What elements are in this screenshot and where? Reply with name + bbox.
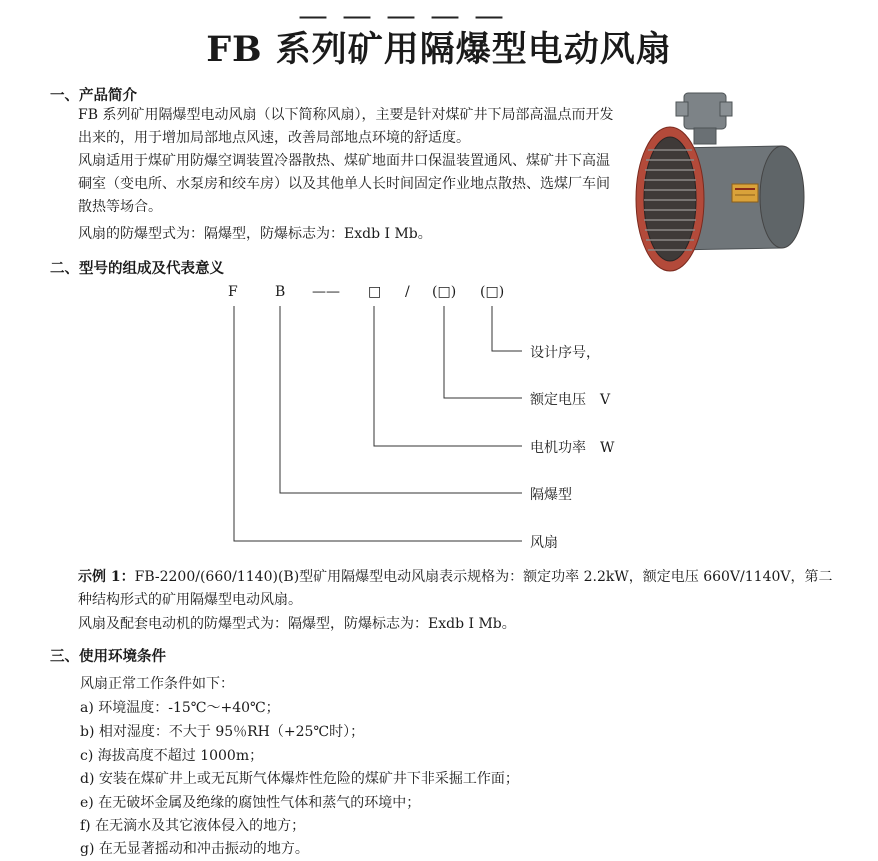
label-rated-voltage: 额定电压 V <box>530 392 611 408</box>
code-letter-f: F <box>228 284 238 300</box>
env-item: g) 在无显著摇动和冲击振动的地方。 <box>80 841 309 857</box>
page-title: FB 系列矿用隔爆型电动风扇 <box>206 29 672 70</box>
env-item: f) 在无滴水及其它液体侵入的地方； <box>80 818 306 834</box>
cropped-header-text: ＿＿＿＿＿ <box>300 0 521 22</box>
line-voltage <box>444 306 522 398</box>
label-design-number: 设计序号， <box>530 345 600 361</box>
env-intro: 风扇正常工作条件如下： <box>80 676 234 692</box>
code-design-box: (□) <box>480 284 505 300</box>
env-item: a) 环境温度：-15℃～+40℃； <box>80 700 280 716</box>
label-explosion-proof: 隔爆型 <box>530 487 572 503</box>
line-power <box>374 306 522 446</box>
section-heading-intro: 一、产品简介 <box>50 88 137 104</box>
env-item: c) 海拔高度不超过 1000m； <box>80 748 264 764</box>
label-fan: 风扇 <box>530 535 558 551</box>
intro-paragraph-3: 风扇的防爆型式为：隔爆型，防爆标志为：Exdb I Mb。 <box>78 226 432 242</box>
code-voltage-box: (□) <box>432 284 457 300</box>
example-prefix: 示例 1： <box>78 569 135 585</box>
intro-paragraph-2: 风扇适用于煤矿用防爆空调装置冷器散热、煤矿地面井口保温装置通风、煤矿井下高温硐室（变电所、水泵房和绞车房）以及其他单人长时间固定作业地点散热、选煤厂车间散热等场合。 <box>78 153 610 215</box>
code-letter-b: B <box>275 284 286 300</box>
env-item: d) 安装在煤矿井上或无瓦斯气体爆炸性危险的煤矿井下非采掘工作面； <box>80 771 519 787</box>
intro-paragraph-1: FB 系列矿用隔爆型电动风扇（以下简称风扇），主要是针对煤矿井下局部高温点而开发出来的，用于增加局部地点风速，改善局部地点环境的舒适度。 <box>78 107 614 146</box>
line-explosion <box>280 306 522 493</box>
code-power-box: □ <box>368 284 382 300</box>
example-paragraph <box>50 566 840 612</box>
env-item: b) 相对湿度：不大于 95％RH（+25℃时）； <box>80 724 365 740</box>
line-fan <box>234 306 522 541</box>
line-design <box>492 306 522 351</box>
code-dash: —— <box>312 284 340 300</box>
label-motor-power: 电机功率 W <box>530 440 615 456</box>
example-note: 风扇及配套电动机的防爆型式为：隔爆型，防爆标志为：Exdb I Mb。 <box>78 616 516 632</box>
section-heading-model: 二、型号的组成及代表意义 <box>50 261 224 277</box>
section-heading-env: 三、使用环境条件 <box>50 649 166 665</box>
env-item: e) 在无破坏金属及绝缘的腐蚀性气体和蒸气的环境中； <box>80 795 421 811</box>
code-slash: / <box>405 284 410 300</box>
example-text: FB-2200/(660/1140)(B)型矿用隔爆型电动风扇表示规格为：额定功率 2.2kW，额定电压 660V/1140V，第二种结构形式的矿用隔爆型电动风扇。 <box>78 569 833 608</box>
